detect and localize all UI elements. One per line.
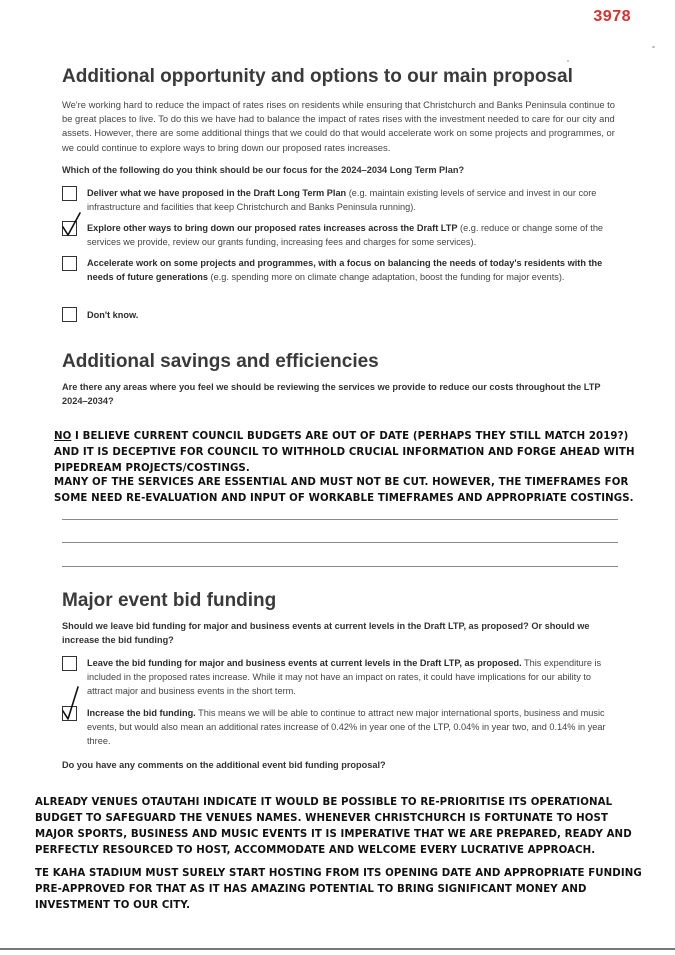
checkbox-unchecked[interactable]	[62, 656, 77, 671]
section-title-additional-opportunity: Additional opportunity and options to our main proposal	[62, 66, 573, 87]
checkmark-icon	[60, 697, 82, 723]
answer-line	[62, 566, 618, 567]
comment-paragraph-2: TE KAHA STADIUM MUST SURELY START HOSTING FROM ITS OPENING DATE AND APPROPRIATE FUNDING PRE-APPROVED FOR THAT AS IT HAS AMAZING POTENTIAL TO BRING SIGNIFICANT MONEY AND INVESTMENT TO OUR CITY.	[35, 868, 642, 911]
answer-prefix: NO	[54, 431, 72, 442]
answer-line	[62, 542, 618, 543]
checkmark-icon	[60, 212, 82, 238]
section-title-savings-efficiencies: Additional savings and efficiencies	[62, 351, 379, 372]
option-text: Increase the bid funding. This means we will be able to continue to attract new major international sports, business and music events, but would also mean an additional rates increase of 0.42% in year one of the LTP, 0.04% in year two, and 0.14% in year three.	[87, 708, 606, 746]
option-leave-bid-funding[interactable]	[62, 656, 622, 698]
bid-funding-question: Should we leave bid funding for major and business events at current levels in the Draft LTP, as proposed? Or should we increase the bid funding?	[62, 621, 590, 645]
option-text: Explore other ways to bring down our proposed rates increases across the Draft LTP (e.g. reduce or change some of the services we provide, review our grants funding, increasing fees and charges for some services).	[87, 223, 604, 247]
checkbox-unchecked[interactable]	[62, 186, 77, 201]
option-increase-bid-funding[interactable]	[62, 706, 622, 748]
page-bottom-edge	[0, 948, 675, 950]
comment-question: Do you have any comments on the additional event bid funding proposal?	[62, 760, 386, 770]
option-text: Deliver what we have proposed in the Draft Long Term Plan (e.g. maintain existing levels of service and invest in our core infrastructure and facilities that keep Christchurch and Banks Peninsula running).	[87, 188, 597, 212]
option-deliver-proposed[interactable]	[62, 186, 622, 214]
focus-question: Which of the following do you think should be our focus for the 2024–2034 Long Term Plan?	[62, 165, 465, 175]
page-number: 3978	[593, 8, 631, 25]
option-explore-other-ways[interactable]	[62, 221, 622, 249]
checkbox-unchecked[interactable]	[62, 256, 77, 271]
savings-answer-paragraph-2: MANY OF THE SERVICES ARE ESSENTIAL AND MUST NOT BE CUT. HOWEVER, THE TIMEFRAMES FOR SOME NEED RE-EVALUATION AND INPUT OF WORKABLE TIMEFRAMES AND APPROPRIATE COSTINGS.	[54, 477, 634, 504]
section-title-major-event: Major event bid funding	[62, 590, 277, 611]
scan-speck	[567, 60, 569, 62]
savings-question: Are there any areas where you feel we should be reviewing the services we provide to reduce our costs throughout the LTP 2024–2034?	[62, 382, 601, 406]
intro-paragraph: We're working hard to reduce the impact of rates rises on residents while ensuring that Christchurch and Banks Peninsula continue to be great places to live. To do this we have had to balance the impact of rates rises with the investment needed to care for our city and assets. However, there are some additional things that we could do that would accelerate work on some projects and programmes, or we could continue to explore ways to bring down our proposed rates increases.	[62, 99, 615, 153]
option-text: Don't know.	[87, 310, 139, 320]
savings-answer-paragraph-1: NO I BELIEVE CURRENT COUNCIL BUDGETS ARE OUT OF DATE (PERHAPS THEY STILL MATCH 2019?) AND IT IS DECEPTIVE FOR COUNCIL TO WITHHOLD CRUCIAL INFORMATION AND FORGE AHEAD WITH PIPEDREAM PROJECTS/COSTINGS.	[54, 431, 635, 474]
option-dont-know[interactable]	[62, 307, 622, 322]
option-text: Accelerate work on some projects and programmes, with a focus on balancing the needs of today's residents with the needs of future generations (e.g. spending more on climate change adaptation, boost the funding for major events).	[87, 258, 603, 282]
comment-paragraph-1: ALREADY VENUES OTAUTAHI INDICATE IT WOULD BE POSSIBLE TO RE-PRIORITISE ITS OPERATIONAL BUDGET TO SAFEGUARD THE VENUES NAMES. WHENEVER CHRISTCHURCH IS FORTUNATE TO HOST MAJOR SPORTS, BUSINESS AND MUSIC EVENTS IT IS IMPERATIVE THAT WE ARE PREPARED, READY AND PERFECTLY RESOURCED TO HOST, ACCOMMODATE AND WELCOME EVERY LUCRATIVE APPROACH.	[35, 797, 632, 856]
answer-line	[62, 519, 618, 520]
checkbox-unchecked[interactable]	[62, 307, 77, 322]
option-text: Leave the bid funding for major and business events at current levels in the Draft LTP, as proposed. This expenditure is included in the proposed rates increase. While it may not have an impact on rates, it could have implications for our ability to attract major and business events in the short term.	[87, 658, 602, 696]
scan-speck	[652, 46, 655, 48]
option-accelerate-work[interactable]	[62, 256, 622, 284]
